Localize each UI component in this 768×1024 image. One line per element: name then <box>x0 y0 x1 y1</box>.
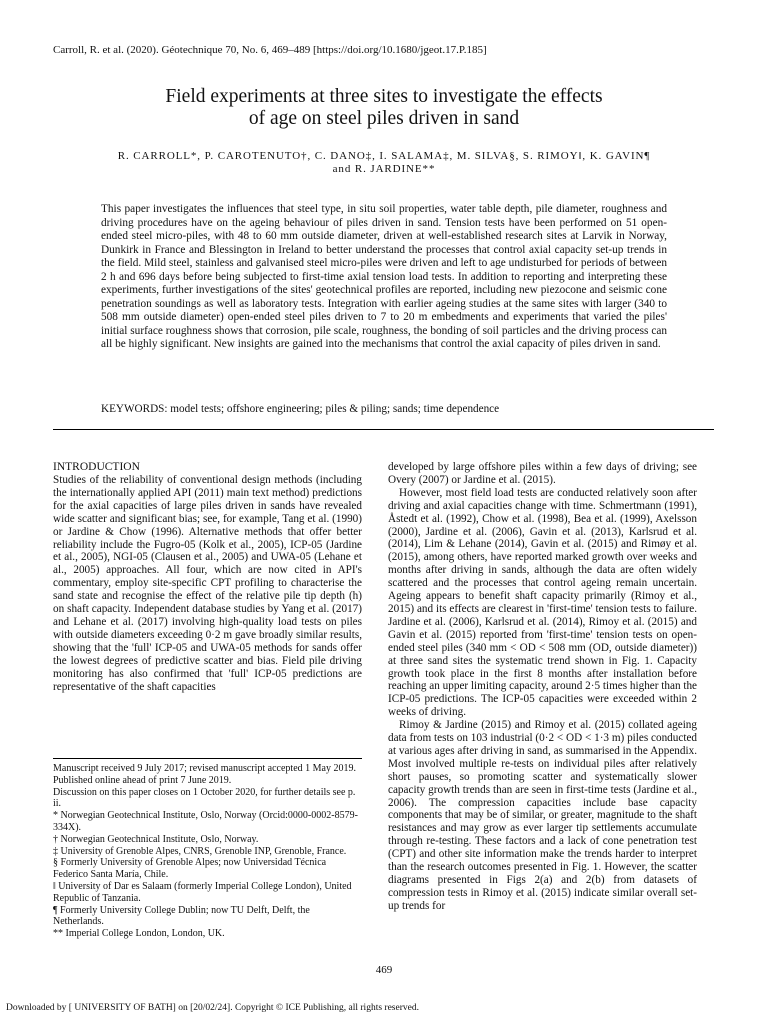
footnote-divider <box>53 758 362 759</box>
section-heading-introduction: INTRODUCTION <box>53 461 140 473</box>
author-list <box>0 150 768 176</box>
intro-paragraph-3: Rimoy & Jardine (2015) and Rimoy et al. (2015) collated ageing data from tests on 103 industrial (0·2 < OD < 1·3 m) piles conducted at various ages after driving in sand, as summarised in the Appendix. Most involved multiple re-tests on individual piles after relatively short pauses, so promoting scatter and systematically slower capacity growth trends than are seen in first-time tests (Jardine et al., 2006). The compression capacities include base capacity components that may be of similar, or greater, magnitude to the shaft resistances and may grow as ever larger tip settlements accumulate through re-testing. These factors and a lack of cone penetration test (CPT) and other site information make the trends harder to interpret than the research outcomes presented in Fig. 1. However, the scatter diagrams presented in Figs 2(a) and 2(b) from datasets of compression tests in Rimoy et al. (2015) indicate similar overall set-up trends for <box>388 719 697 912</box>
abstract: This paper investigates the influences that steel type, in situ soil properties, water table depth, pile diameter, roughness and driving procedures have on the ageing behaviour of piles driven in sand. Tension tests have been performed on 51 open-ended steel micro-piles, with 48 to 60 mm outside diameter, driven at well-established research sites at Larvik in Norway, Dunkirk in France and Blessington in Ireland to better understand the processes that control axial capacity set-up trends in the field. Mild steel, stainless and galvanised steel micro-piles were driven and left to age undisturbed for periods of between 2 h and 696 days before being subjected to first-time axial tension load tests. In addition to reporting and interpreting these experiments, further investigations of the sites' geotechnical profiles are reported, including new piezocone and seismic cone penetration soundings as well as laboratory tests. Integration with earlier ageing studies at the same sites with larger (340 to 508 mm outside diameter) open-ended steel piles driven to 7 to 20 m embedments and experiments that varied the piles' initial surface roughness shows that corrosion, pile scale, roughness, the bonding of soil particles and the driving process can all be highly significant. New insights are gained into the mechanisms that control the axial capacity of piles driven in sand. <box>101 203 667 350</box>
section-divider <box>53 429 714 430</box>
footnote-affiliation: § Formerly University of Grenoble Alpes; now Universidad Técnica Federico Santa María, Chile. <box>53 857 327 881</box>
paper-title <box>0 86 768 130</box>
authors-line-1: R. CARROLL*, P. CAROTENUTO†, C. DANO‡, I. SALAMA‡, M. SILVA§, S. RIMOY‖, K. GAVIN¶ <box>117 150 651 162</box>
footnotes <box>53 763 362 940</box>
footnote-affiliation: ‡ University of Grenoble Alpes, CNRS, Grenoble INP, Grenoble, France. <box>53 845 347 857</box>
title-line-2: of age on steel piles driven in sand <box>248 108 520 129</box>
footnote-affiliation: ¶ Formerly University College Dublin; now TU Delft, Delft, the Netherlands. <box>53 904 310 928</box>
page-number: 469 <box>375 964 393 976</box>
right-column <box>388 461 697 913</box>
footnote-affiliation: ‖ University of Dar es Salaam (formerly Imperial College London), United Republic of Tanzania. <box>53 880 352 904</box>
left-column <box>53 461 362 693</box>
intro-paragraph-1: Studies of the reliability of conventional design methods (including the internationally applied API (2011) main text method) predictions for the axial capacities of large piles driven in sands have revealed wide scatter and significant bias; see, for example, Tang et al. (1990) or Jardine & Chow (1996). Alternative methods that offer better reliability include the Fugro-05 (Kolk et al., 2005), ICP-05 (Jardine et al., 2005), NGI-05 (Clausen et al., 2005) and UWA-05 (Lehane et al., 2005) approaches. All four, which are now cited in API's commentary, employ site-specific CPT profiling to characterise the sand state and recognise the effect of the relative pile tip depth (h) on shaft capacity. Independent database studies by Yang et al. (2017) and Lehane et al. (2017) involving high-quality load tests on piles with outside diameters exceeding 0·2 m gave broadly similar results, showing that the 'full' ICP-05 and UWA-05 methods for sands offer the lowest degrees of predictive scatter and bias. Field pile driving monitoring has also confirmed that 'full' ICP-05 predictions are representative of the shaft capacities <box>53 474 362 693</box>
footnote-affiliation: ** Imperial College London, London, UK. <box>53 928 225 940</box>
keywords: KEYWORDS: model tests; offshore engineering; piles & piling; sands; time dependence <box>101 403 500 415</box>
footnote-affiliation: † Norwegian Geotechnical Institute, Oslo, Norway. <box>53 833 259 845</box>
footnote-discussion: Discussion on this paper closes on 1 October 2020, for further details see p. ii. <box>53 786 356 810</box>
download-notice: Downloaded by [ UNIVERSITY OF BATH] on [20/02/24]. Copyright © ICE Publishing, all rights reserved. <box>6 1003 419 1013</box>
citation-header: Carroll, R. et al. (2020). Géotechnique 70, No. 6, 469–489 [https://doi.org/10.1680/jgeot.17.P.185] <box>53 44 487 56</box>
intro-paragraph-1-continued: developed by large offshore piles within a few days of driving; see Overy (2007) or Jardine et al. (2015). <box>388 461 697 486</box>
footnote-affiliation: * Norwegian Geotechnical Institute, Oslo, Norway (Orcid:0000-0002-8579-334X). <box>53 810 358 833</box>
footnote-manuscript: Manuscript received 9 July 2017; revised manuscript accepted 1 May 2019. Published online ahead of print 7 June 2019. <box>53 763 356 786</box>
title-line-1: Field experiments at three sites to investigate the effects <box>165 86 603 107</box>
intro-paragraph-2: However, most field load tests are conducted relatively soon after driving and axial capacities change with time. Schmertmann (1991), Åstedt et al. (1992), Chow et al. (1998), Bea et al. (1999), Axelsson (2000), Jardine et al. (2006), Gavin et al. (2013), Karlsrud et al. (2014), Lim & Lehane (2014), Gavin et al. (2015) and Rimøy et al. (2015), among others, have reported marked growth over weeks and months after driving in sands, although the data are often widely scattered and the processes that control ageing remain uncertain. Ageing appears to benefit shaft capacity primarily (Rimoy et al., 2015) and its effects are clearest in 'first-time' tension tests to failure. Jardine et al. (2006), Karlsrud et al. (2014), Rimoy et al. (2015) and Gavin et al. (2015) reported from 'first-time' tension tests on open-ended steel piles (340 mm < OD < 508 mm (OD, outside diameter)) at three sand sites the systematic trend shown in Fig. 1. Capacity growth took place in the first 8 months after installation before reaching an upper limiting capacity, around 2·5 times higher than the ICP-05 predictions. The ICP-05 capacities were exceeded within 2 weeks of driving. <box>388 486 698 719</box>
authors-line-2: and R. JARDINE** <box>332 163 436 175</box>
